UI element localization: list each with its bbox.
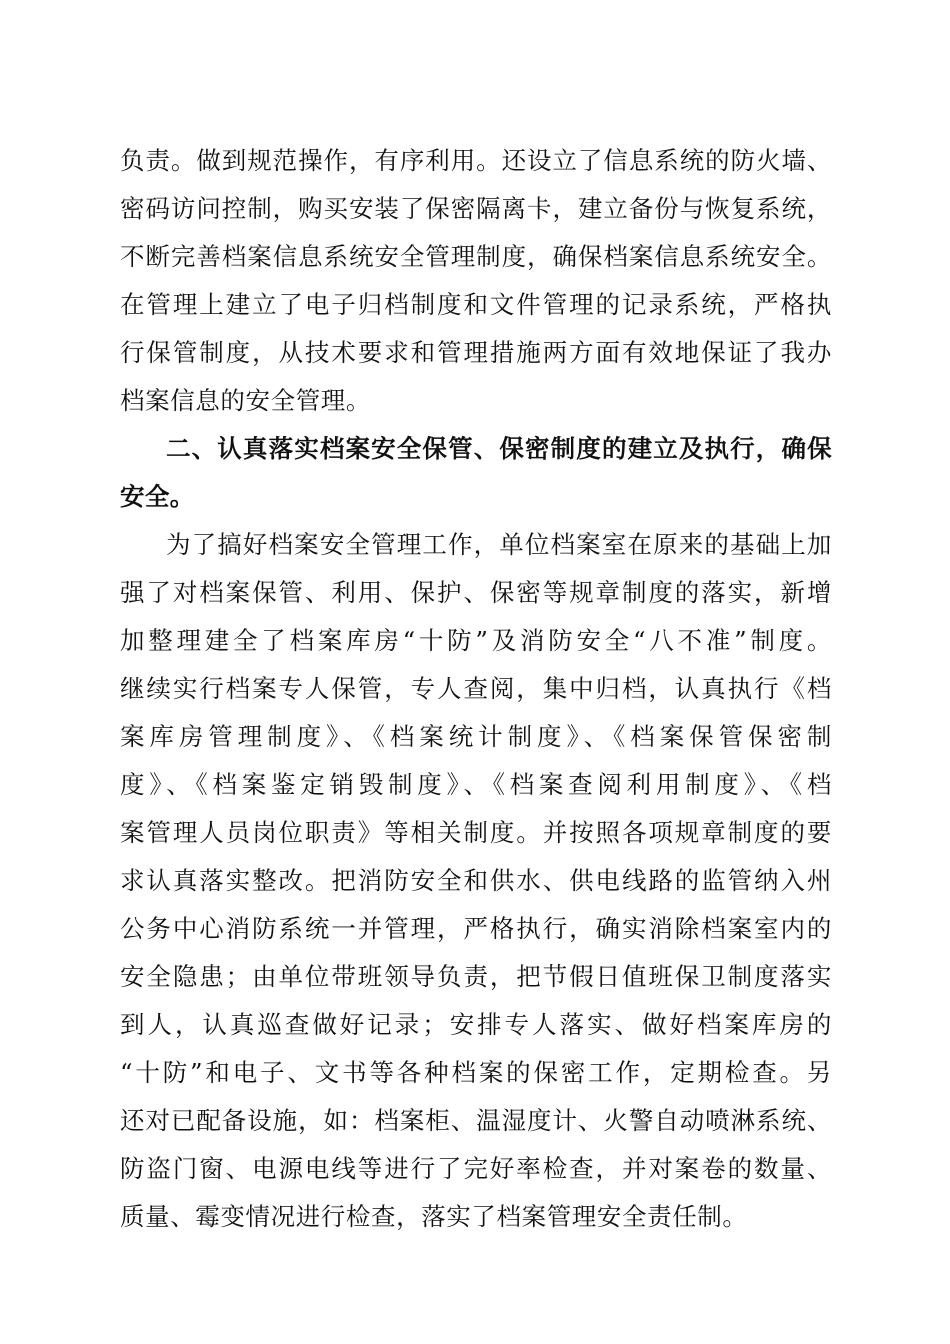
paragraph-2-line-9: 公务中心消防系统一并管理，严格执行，确实消除档案室内的: [120, 914, 832, 943]
paragraph-2-line-13: 还对已配备设施，如：档案柜、温湿度计、火警自动喷淋系统、: [120, 1106, 832, 1135]
paragraph-2-line-1: 为了搞好档案安全管理工作，单位档案室在原来的基础上加: [166, 530, 832, 559]
paragraph-2-line-10: 安全隐患；由单位带班领导负责，把节假日值班保卫制度落实: [120, 962, 832, 991]
paragraph-2-line-12: “十防”和电子、文书等各种档案的保密工作，定期检查。另: [120, 1058, 832, 1087]
paragraph-2-line-2: 强了对档案保管、利用、保护、保密等规章制度的落实，新增: [120, 578, 832, 607]
paragraph-1-line-5: 行保管制度，从技术要求和管理措施两方面有效地保证了我办: [120, 338, 832, 367]
paragraph-2-line-7: 案管理人员岗位职责》等相关制度。并按照各项规章制度的要: [120, 818, 832, 847]
paragraph-2-line-3: 加整理建全了档案库房“十防”及消防安全“八不准”制度。: [120, 626, 832, 655]
paragraph-1-line-3: 不断完善档案信息系统安全管理制度，确保档案信息系统安全。: [120, 242, 832, 271]
paragraph-1-line-4: 在管理上建立了电子归档制度和文件管理的记录系统，严格执: [120, 290, 832, 319]
paragraph-2-line-4: 继续实行档案专人保管，专人查阅，集中归档，认真执行《档: [120, 674, 832, 703]
paragraph-1-line-1: 负责。做到规范操作，有序利用。还设立了信息系统的防火墙、: [120, 146, 832, 175]
paragraph-2-line-11: 到人，认真巡查做好记录；安排专人落实、做好档案库房的: [120, 1010, 832, 1039]
paragraph-2-line-14: 防盗门窗、电源电线等进行了完好率检查，并对案卷的数量、: [120, 1154, 832, 1183]
paragraph-1-line-2: 密码访问控制，购买安装了保密隔离卡，建立备份与恢复系统，: [120, 194, 832, 223]
paragraph-2-line-5: 案库房管理制度》、《档案统计制度》、《档案保管保密制: [120, 722, 832, 751]
paragraph-2-line-15: 质量、霉变情况进行检查，落实了档案管理安全责任制。: [120, 1202, 748, 1231]
section-heading-line-2: 安全。: [120, 482, 195, 511]
paragraph-1-line-6: 档案信息的安全管理。: [120, 386, 371, 415]
section-heading-line-1: 二、认真落实档案安全保管、保密制度的建立及执行，确保: [166, 434, 832, 463]
paragraph-2-line-8: 求认真落实整改。把消防安全和供水、供电线路的监管纳入州: [120, 866, 832, 895]
paragraph-2-line-6: 度》、《档案鉴定销毁制度》、《档案查阅利用制度》、《档: [120, 770, 832, 799]
